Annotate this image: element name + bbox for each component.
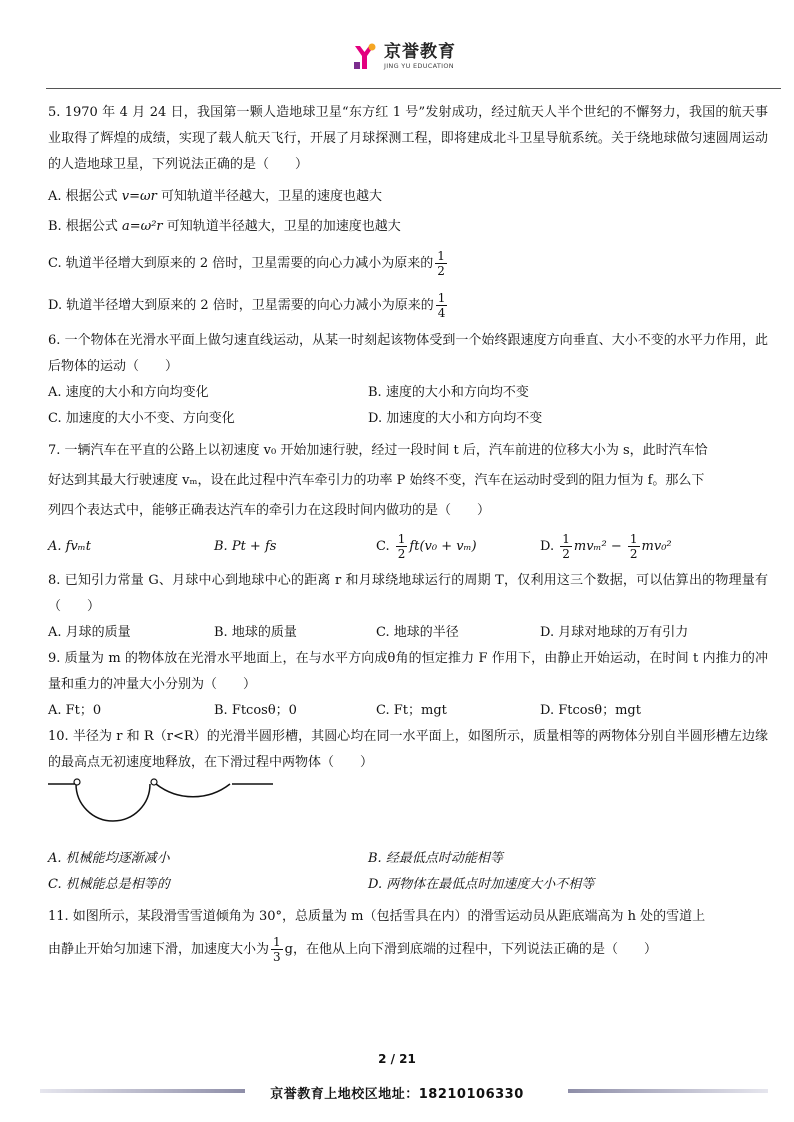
question-8-stem: 8. 已知引力常量 G、月球中心到地球中心的距离 r 和月球绕地球运行的周期 T，仅利用这三个数据，可以估算出的物理量有（ ） [48,573,768,614]
header-divider [46,88,781,89]
question-7-options [48,530,768,564]
page-number: 2 / 21 [378,1052,416,1066]
question-10-option-b: B. 经最低点时动能相等 [368,851,503,866]
logo-subtitle: JING YU EDUCATION [384,62,454,71]
question-10-option-c: C. 机械能总是相等的 [48,877,170,892]
fraction-one-half: $\frac{1}{2}$ [437,249,445,278]
question-5-option-b: B. 根据公式 a=ω²r 可知轨道半径越大，卫星的加速度也越大 [48,219,401,234]
question-9-option-c: C. Ft；mgt [376,703,447,718]
footer-address: 京誉教育上地校区地址：18210106330 [270,1087,524,1102]
question-6-option-c: C. 加速度的大小不变、方向变化 [48,411,235,426]
question-8-option-c: C. 地球的半径 [376,625,459,640]
question-7-option-a: A. fvₘt [48,539,92,554]
question-6-options-row-2 [48,406,768,432]
question-8-options [48,620,768,646]
question-5-option-a: A. 根据公式 v=ωr 可知轨道半径越大，卫星的速度也越大 [48,189,382,204]
question-6-stem: 6. 一个物体在光滑水平面上做匀速直线运动，从某一时刻起该物体受到一个始终跟速度方向垂直、大小不变的水平力作用，此后物体的运动（ ） [48,333,768,374]
question-6-option-d: D. 加速度的大小和方向均不变 [368,411,543,426]
logo [352,42,456,72]
question-7-option-b: B. Pt + fs [214,539,277,554]
question-10-options-row-1 [48,846,768,872]
semicircle-grooves-diagram [48,776,288,846]
formula-v-omega-r: v=ωr [121,189,157,204]
question-5-option-c: C. 轨道半径增大到原来的 2 倍时，卫星需要的向心力减小为原来的 $\frac{1}{2}$ [48,249,445,278]
question-11-stem-line-2: 由静止开始匀加速下滑，加速度大小为 $\frac{1}{3}$ g，在他从上向下滑到底端的过程中，下列说法正确的是（ ） [48,935,657,964]
question-8-option-a: A. 月球的质量 [48,625,131,640]
page-header [0,0,794,92]
question-7-stem-line-3: 列四个表达式中，能够正确表达汽车的牵引力在这段时间内做功的是（ ） [48,503,491,518]
question-10-option-a: A. 机械能均逐渐减小 [48,851,170,866]
logo-icon [352,42,378,72]
question-7-option-d: D. $\frac{1}{2}$ mvₘ² − $\frac{1}{2}$ mv₀² [540,532,672,561]
question-10-stem: 10. 半径为 r 和 R（r<R）的光滑半圆形槽，其圆心均在同一水平面上，如图所示，质量相等的两物体分别自半圆形槽左边缘的最高点无初速度地释放，在下滑过程中两物体（ ） [48,729,768,770]
question-8-option-b: B. 地球的质量 [214,625,297,640]
question-9-stem: 9. 质量为 m 的物体放在光滑水平地面上，在与水平方向成θ角的恒定推力 F 作用下，由静止开始运动，在时间 t 内推力的冲量和重力的冲量大小分别为（ ） [48,651,768,692]
question-8-option-d: D. 月球对地球的万有引力 [540,625,689,640]
question-6-option-b: B. 速度的大小和方向均不变 [368,385,529,400]
question-9-option-a: A. Ft；0 [48,703,102,718]
page-content [48,100,768,966]
question-6-options-row-1 [48,380,768,406]
question-7-stem-line-1: 7. 一辆汽车在平直的公路上以初速度 v₀ 开始加速行驶，经过一段时间 t 后，汽车前进的位移大小为 s，此时汽车恰 [48,443,708,458]
fraction-one-third: $\frac{1}{3}$ [273,935,281,964]
question-9-option-d: D. Ftcosθ；mgt [540,703,641,718]
logo-name: 京誉教育 [384,42,456,63]
question-6-option-a: A. 速度的大小和方向均变化 [48,385,209,400]
question-11-stem-line-1: 11. 如图所示，某段滑雪雪道倾角为 30°，总质量为 m（包括雪具在内）的滑雪运动员从距底端高为 h 处的雪道上 [48,909,706,924]
question-9-option-b: B. Ftcosθ；0 [214,703,297,718]
fraction-one-quarter: $\frac{1}{4}$ [437,291,446,320]
question-7-option-c: C. $\frac{1}{2}$ ft(v₀ + vₘ) [376,532,477,561]
question-5-stem: 5. 1970 年 4 月 24 日，我国第一颗人造地球卫星“东方红 1 号”发射成功，经过航天人半个世纪的不懈努力，我国的航天事业取得了辉煌的成绩，实现了载人航天飞行，开展了月球探测工程，即将建成北斗卫星导航系统。关于绕地球做匀速圆周运动的人造地球卫星，下列说法正确的是（ ） [48,105,768,172]
question-7-stem-line-2: 好达到其最大行驶速度 vₘ，设在此过程中汽车牵引力的功率 P 始终不变，汽车在运动时受到的阻力恒为 f。那么下 [48,473,705,488]
question-10-figure [48,776,768,846]
question-10-options-row-2 [48,872,768,898]
question-9-options [48,698,768,724]
formula-a-omega2-r: a=ω²r [121,219,163,234]
question-10-option-d: D. 两物体在最低点时加速度大小不相等 [368,877,595,892]
question-5-option-d: D. 轨道半径增大到原来的 2 倍时，卫星需要的向心力减小为原来的 $\frac{1}{4}$ [48,291,446,320]
